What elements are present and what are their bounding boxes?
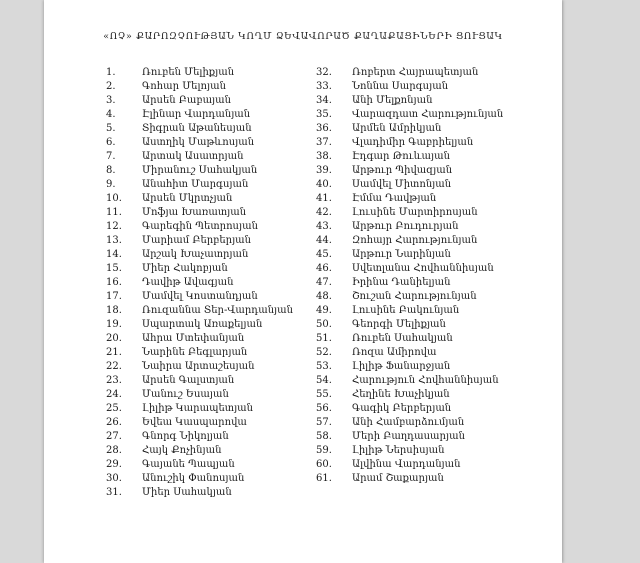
list-item-number: 6. [106, 137, 116, 148]
list-item-name: Լուսինե Մարտիրոսյան [352, 207, 478, 218]
document-page [44, 0, 562, 563]
list-item [106, 192, 293, 206]
list-item-name: Ահրա Մտեփանյան [142, 333, 245, 344]
list-item-number: 4. [106, 109, 116, 120]
list-item-name: Դավիթ Ավագյան [142, 277, 234, 288]
list-item [316, 164, 503, 178]
list-item-number: 8. [106, 165, 116, 176]
list-item [316, 374, 503, 388]
list-item-number: 59. [316, 445, 332, 456]
list-item-name: Արթուր Բուդուրյան [352, 221, 459, 232]
list-item-name: Շուշան Հարությունյան [352, 291, 477, 302]
list-item [106, 430, 293, 444]
list-item [106, 122, 293, 136]
list-item-number: 32. [316, 67, 332, 78]
list-item-name: Արմեն Ամրիկյան [352, 123, 442, 134]
list-item-name: Մոֆյա Խառատյան [142, 207, 247, 218]
list-item-name: Լուսինե Բակունյան [352, 305, 460, 316]
list-item [106, 444, 293, 458]
list-item [106, 304, 293, 318]
list-item [316, 388, 503, 402]
list-item [316, 150, 503, 164]
list-item-name: Անահիտ Մարգսյան [142, 179, 249, 190]
list-item-name: Արսեն Բաբայան [142, 95, 231, 106]
list-item-name: Հարություն Հովհաննիսյան [352, 375, 499, 386]
list-item-number: 50. [316, 319, 332, 330]
list-item-number: 38. [316, 151, 332, 162]
list-item-number: 58. [316, 431, 332, 442]
list-item-number: 10. [106, 193, 122, 204]
list-item [106, 164, 293, 178]
list-item-name: Էդգար Թուևայան [352, 151, 450, 162]
list-item-name: Արամ Շաքարյան [352, 473, 444, 484]
list-item-number: 12. [106, 221, 122, 232]
list-item-name: Վարազդատ Հարությունյան [352, 109, 504, 120]
list-item-number: 46. [316, 263, 332, 274]
list-item-name: Անի Համբարձումյան [352, 417, 465, 428]
list-item-name: Գարեգին Պետրոսյան [142, 221, 258, 232]
list-item-number: 42. [316, 207, 332, 218]
list-item-name: Տիգրան Աթանեսյան [142, 123, 252, 134]
list-item-name: Հեղինե Խաչիկյան [352, 389, 450, 400]
list-item-number: 55. [316, 389, 332, 400]
list-item-number: 40. [316, 179, 332, 190]
list-item-name: Արսեն Մկրտչյան [142, 193, 233, 204]
list-item-name: Անի Մելքոնյան [352, 95, 433, 106]
list-item-name: Նաիրա Արտաշեսյան [142, 361, 255, 372]
list-item-name: Եվեա Կասպարովա [142, 417, 247, 428]
list-item-number: 22. [106, 361, 122, 372]
list-item-number: 13. [106, 235, 122, 246]
list-item-name: Վլադիմիր Գաբրիելյան [352, 137, 474, 148]
list-item [316, 94, 503, 108]
list-item [106, 178, 293, 192]
list-item-name: Սպարտակ Առաքելյան [142, 319, 263, 330]
list-item [316, 192, 503, 206]
list-item-name: Մերի Բաղդասարյան [352, 431, 465, 442]
list-item-name: Անուշիկ Փանոսյան [142, 473, 245, 484]
list-item [316, 304, 503, 318]
list-item-name: Գայանե Պապյան [142, 459, 235, 470]
list-item-number: 7. [106, 151, 116, 162]
list-item-number: 21. [106, 347, 122, 358]
list-item [316, 332, 503, 346]
list-item [106, 136, 293, 150]
list-item-name: Էլինար Վարդանյան [142, 109, 251, 120]
list-item [106, 108, 293, 122]
list-item [106, 416, 293, 430]
list-item [106, 66, 293, 80]
list-item-number: 41. [316, 193, 332, 204]
list-item [106, 402, 293, 416]
list-item [316, 472, 503, 486]
list-item-number: 54. [316, 375, 332, 386]
list-item-number: 25. [106, 403, 122, 414]
list-item [106, 262, 293, 276]
list-item-name: Էմմա Դավթյան [352, 193, 437, 204]
list-item [316, 220, 503, 234]
list-item-number: 33. [316, 81, 332, 92]
list-item-name: Հայկ Քոչինյան [142, 445, 222, 456]
list-item-number: 26. [106, 417, 122, 428]
list-item-name: Ռուբեն Մելիքյան [142, 67, 235, 78]
list-item-name: Սամվել Միտոնյան [352, 179, 452, 190]
list-item [316, 346, 503, 360]
list-item [106, 486, 293, 500]
list-item [106, 458, 293, 472]
list-item-number: 15. [106, 263, 122, 274]
list-item-name: Նոննա Սարգսյան [352, 81, 449, 92]
list-item [316, 248, 503, 262]
list-item-number: 37. [316, 137, 332, 148]
names-list-right [316, 66, 503, 486]
list-item-name: Ռուզաննա Տեր-Վարդանյան [142, 305, 293, 316]
list-item-name: Գնորգ Նիկոլյան [142, 431, 229, 442]
list-item-number: 16. [106, 277, 122, 288]
list-item-name: Լիլիթ Ֆանարջյան [352, 361, 451, 372]
list-item-name: Միեր Սահակյան [142, 487, 232, 498]
list-item [316, 178, 503, 192]
list-item-number: 20. [106, 333, 122, 344]
list-item-name: Արթուր Նարինյան [352, 249, 451, 260]
list-item-number: 18. [106, 305, 122, 316]
list-item [316, 276, 503, 290]
list-item [106, 346, 293, 360]
list-item-number: 1. [106, 67, 116, 78]
list-item-number: 39. [316, 165, 332, 176]
list-item-number: 27. [106, 431, 122, 442]
list-item [316, 122, 503, 136]
list-item [106, 234, 293, 248]
list-item [106, 360, 293, 374]
list-item-number: 17. [106, 291, 122, 302]
list-item-name: Արթուր Պիվազյան [352, 165, 453, 176]
list-item [106, 206, 293, 220]
list-item-name: Իրինա Դանիելյան [352, 277, 451, 288]
list-item-name: Արշակ Խաչատրյան [142, 249, 249, 260]
list-item-number: 34. [316, 95, 332, 106]
names-list-left [106, 66, 293, 500]
list-item-name: Մարիամ Բերբերյան [142, 235, 252, 246]
list-item-number: 60. [316, 459, 332, 470]
list-item [106, 80, 293, 94]
list-item-name: Միրանուշ Սահակյան [142, 165, 258, 176]
list-item-name: Լիլիթ Կարապետյան [142, 403, 254, 414]
list-item-number: 56. [316, 403, 332, 414]
list-item-number: 31. [106, 487, 122, 498]
list-item [316, 444, 503, 458]
list-item-number: 24. [106, 389, 122, 400]
list-item [316, 402, 503, 416]
list-item [316, 262, 503, 276]
list-item-number: 14. [106, 249, 122, 260]
list-item [316, 206, 503, 220]
document-title: «ՈՉ» ՔԱՐՈԶՉՈՒԹՅԱՆ ԿՈՂՄ ՁԵՎԱՎՈՐԱԾ ՔԱՂԱՔԱՑԻՆԵՐԻ ՑՈՒՑԱԿ [103, 31, 503, 42]
list-item [106, 248, 293, 262]
list-item [106, 318, 293, 332]
list-item-number: 61. [316, 473, 332, 484]
list-item-number: 2. [106, 81, 116, 92]
list-item-number: 43. [316, 221, 332, 232]
list-item [106, 290, 293, 304]
list-item [316, 234, 503, 248]
list-item [316, 318, 503, 332]
list-item-number: 48. [316, 291, 332, 302]
list-item-number: 51. [316, 333, 332, 344]
list-item-name: Նարինե Բեգլարյան [142, 347, 248, 358]
list-item [106, 276, 293, 290]
list-item [316, 80, 503, 94]
list-item [316, 108, 503, 122]
list-item-name: Գագիկ Բերբերյան [352, 403, 452, 414]
list-item [106, 388, 293, 402]
list-item-number: 47. [316, 277, 332, 288]
list-item [316, 360, 503, 374]
list-item-name: Արսեն Գալստյան [142, 375, 235, 386]
list-item-number: 11. [106, 207, 122, 218]
list-item [106, 94, 293, 108]
list-item-number: 9. [106, 179, 116, 190]
list-item-number: 23. [106, 375, 122, 386]
list-item [106, 332, 293, 346]
list-item [316, 290, 503, 304]
list-item-number: 52. [316, 347, 332, 358]
list-item-name: Միեր Հակոբյան [142, 263, 228, 274]
list-item-number: 28. [106, 445, 122, 456]
list-item [316, 430, 503, 444]
list-item [316, 416, 503, 430]
list-item-name: Աստղիկ Մաթևոսյան [142, 137, 255, 148]
list-item-name: Ռոզա Ամիրովա [352, 347, 437, 358]
list-item-name: Գոհար Մելոյան [142, 81, 226, 92]
list-item-number: 19. [106, 319, 122, 330]
list-item [316, 66, 503, 80]
list-item-name: Մանուշ Եսայան [142, 389, 229, 400]
list-item-name: Գեորգի Մելիքյան [352, 319, 446, 330]
list-item [316, 458, 503, 472]
list-item [106, 374, 293, 388]
list-item-name: Ալվինա Վարդանյան [352, 459, 461, 470]
list-item-name: Արտակ Ասատրյան [142, 151, 244, 162]
list-item-name: Լիլիթ Ներսիսյան [352, 445, 445, 456]
list-item-number: 5. [106, 123, 116, 134]
list-item [106, 472, 293, 486]
list-item-number: 49. [316, 305, 332, 316]
list-item-number: 57. [316, 417, 332, 428]
list-item [316, 136, 503, 150]
list-item-number: 30. [106, 473, 122, 484]
list-item-number: 35. [316, 109, 332, 120]
list-item-name: Մամվել Կոստանդյան [142, 291, 258, 302]
list-item-number: 3. [106, 95, 116, 106]
list-item-number: 44. [316, 235, 332, 246]
list-item [106, 150, 293, 164]
list-item-number: 36. [316, 123, 332, 134]
list-item-number: 45. [316, 249, 332, 260]
list-item-name: Ռոբերտ Հայրապետյան [352, 67, 479, 78]
list-item [106, 220, 293, 234]
list-item-name: Ռուբեն Սահակյան [352, 333, 453, 344]
list-item-name: Սվետլանա Հովհաննիսյան [352, 263, 494, 274]
list-item-number: 53. [316, 361, 332, 372]
list-item-number: 29. [106, 459, 122, 470]
list-item-name: Զոհայր Հարությունյան [352, 235, 478, 246]
